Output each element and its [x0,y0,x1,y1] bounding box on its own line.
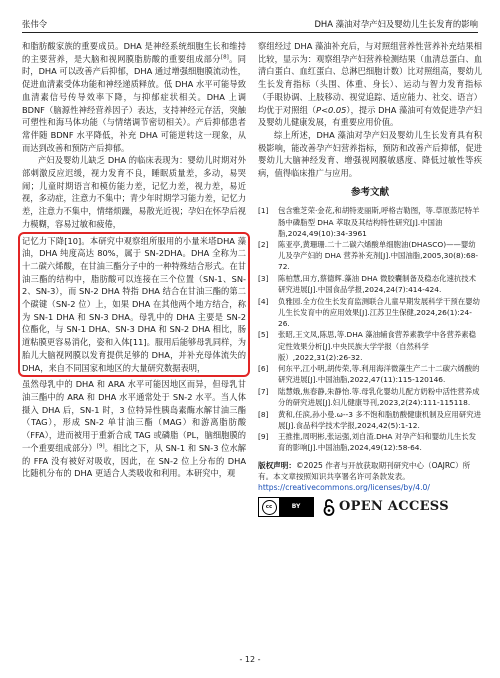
reference-number: [3] [258,274,269,283]
reference-item [258,363,482,385]
body-paragraph: 虽然母乳中的 DHA 和 ARA 水平可能因地区而异，但母乳甘油三酯中的 ARA 和 DHA 水平通常处于 SN-2 水平。当人体摄入 DHA 后，SN-1 时，3 位特异性胰岛素酶水解甘油三酯（TAG），形成 SN-2 单甘油三酯（MAG）和游离脂肪酸（FFA），进而被用于重新合成 TAG 或磷脂（PL，脑细胞膜的一个重要组成部分）[9]。相比之下，从 SN-1 和 SN-3 位水解的 FFA 没有被好对吸收，因此，在 SN-2 位上分布的 DHA 比随机分布的 DHA 更适合人类吸收和利用。本研究中，观 [22,379,247,479]
reference-item [258,386,482,408]
header-journal-title: DHA 藻油对孕产妇及婴幼儿生长发育的影响 [314,19,478,29]
reference-number: [4] [258,296,269,306]
reference-text: 何东平,江小明,胡传荣,等.利用海洋微藻生产二十二碳六烯酸的研究进展[J].中国油脂,2022,47(11):115-120146. [278,364,480,385]
highlighted-passage [18,232,250,378]
running-header [22,14,478,30]
reference-item [258,329,482,362]
reference-text: 陈柏慧,田方,蔡德辉.藻油 DHA 微胶囊制备及稳态化速抗技术研究进展[J].中国食品学报,2024,24(7):414-424. [278,274,477,295]
license-link[interactable]: https://creativecommons.org/licenses/by/4.0/ [258,482,430,492]
header-rule [22,32,478,33]
left-column [22,40,246,480]
reference-number: [7] [258,386,269,396]
reference-text: 负雅园.全方位生长发育监测联合儿童早期发展科学干预在婴幼儿生长发育中的应用效果[J].江苏卫生保健,2024,26(1):24-26. [278,296,480,328]
reference-number: [9] [258,432,269,442]
license-logos [258,497,482,517]
open-access-label: OPEN ACCESS [339,498,449,514]
reference-item [258,273,482,295]
open-access-logo [322,498,449,516]
reference-list [258,205,482,453]
reference-number: [8] [258,409,269,419]
reference-text: 陈亚亭,黄珊珊.二十二碳六烯酸单细胞油(DHASCO)——婴幼儿及孕产妇的 DHA 营养补充剂[J].中国油脂,2005,30(8):68-72. [278,240,479,272]
page-number: - 12 - [239,655,261,664]
body-paragraph: 察组经过 DHA 藻油补充后，与对照组营养性营养补充结果相比较，显示为：观察组孕产妇营养检测结果（血清总蛋白、血清白蛋白、血红蛋白、总淋巴细胞计数）比对照组高，婴幼儿生长发育指标（头围、体重、身长）、运动与智力发育指标（手眼协调、上肢移动、视觉追踪、适应能力、社交、语言）均优于对照组（P<0.05），提示 DHA 藻油可有效促进孕产妇及婴幼儿健康发展，有重要应用价值。 [258,41,482,128]
reference-item [258,296,482,329]
reference-item [258,409,482,431]
reference-number: [1] [258,206,269,216]
body-paragraph: 和脂肪酸家族的重要成员。DHA 是神经系统细胞生长和维持的主要营养，是大脑和视网膜脂肪酸的重要组成部分[8]。同时，DHA 可以改善产后抑郁，DHA 通过增强细胞膜流动性，促进血清素受体功能和神经递质释放。低 DHA 水平可能导致血清素信号传导效率下降，与抑郁症状相关。DHA 上调 BDNF（脑源性神经营养因子）表达，支持神经元存活，突触可塑性和海马体功能（与情绪调节密切相关）。产后抑郁患者常伴随 BDNF 水平降低，补充 DHA 可能逆转这一现象，从而达到改善和预防产后抑郁。 [22,41,247,153]
reference-text: 张昭,王文凤,陈思,等.DHA 藻油辅食营养素教学中各营养素稳定性效果分析[J].中央民族大学学报（自然科学版）,2022,31(2):26-32. [278,330,477,362]
reference-text: 陆慧娥,焦春静,朱静怡.等.母乳化婴幼儿配方奶粉中活性营养成分的研究进展[J].妇儿健康导刊,2023,2(24):111-115118. [278,386,480,408]
reference-text: 包含雅芝荣·金花,和胡特麦丽斯,呼格吉勒图，等.草原蒸尼特羊肠中磷脂型 DHA 萃取及其结构特性研究[J].中国油脂,2024,49(10):34-3961 [278,206,480,238]
body-paragraph: 产妇及婴幼儿缺乏 DHA 的临床表现为：婴幼儿时期对外部刺激反应迟缓，视力发育不良，睡眠质量差，多动，易哭闹；儿童时期语言和模仿能力差，记忆力差，视力差，易近视，多动症，注意力不集中；青少年时期学习能力差，记忆力差，注意力不集中，情绪烦躁，易散光近视；孕妇在怀孕后视力模糊，容易过敏和疲倦， [22,155,247,229]
reference-text: 黄和,任滨,孙小曼.ω--3 多不饱和脂肪酸健康机制及应用研究进展[J].食品科学技术学报,2024,42(5):1-12. [278,409,481,430]
symptoms-text: 产妇及婴幼儿缺乏 DHA 的临床表现为：婴幼儿时期对外部刺激反应迟缓，视力发育不良，睡眠质量差，多动，易哭闹；儿童时期语言和模仿能力差，记忆力差，视力差，易近视，多动症，注意力不集中；青少年时期学习能力差，记忆力差，注意力不集中，情绪烦躁，易 [22,155,246,217]
reference-item [258,431,482,453]
reference-number: [6] [258,364,269,374]
highlighted-text: 记忆力下降[10]。本研究中观察组所服用的小量米塔DHA 藻油，DHA 纯度高达 80%，属于 SN-2DHA。DHA 全称为二十二碳六烯酸，在甘油三酯分子中的一种特殊结合形式。在甘油三酯的结构中，脂肪酸可以连接在三个位置（SN-1、SN-2、SN-3），而 SN-2 DHA 特指 DHA 结合在甘油三酯的第二个碳键（SN-2 位）上，如果 DHA 在其他两个地方结合，称为 SN-1 DHA 和 SN-3 DHA。母乳中的 DHA 主要是 SN-2 位酯化，与 SN-1 DHA、SN-3 DHA 和 SN-2 DHA 相比，肠道粘膜更容易消化，姿和入体[11]。服用后能够母乳同样，为胎儿大脑视网膜以发育提供足够的 DHA，并补充母体流失的 DHA，来自不同国家和地区的大量研究数据表明， [22,235,246,373]
open-lock-icon [322,498,336,516]
references-heading: 参考文献 [350,186,389,198]
cc-by-badge-icon: cc BY [258,497,314,517]
reference-item [258,239,482,272]
header-author: 张伟令 [22,19,48,29]
reference-number: [5] [258,330,269,340]
reference-number: [2] [258,240,269,250]
reference-text: 王推推,周明彬,张运强,刘自渣.DHA 对孕产妇和婴幼儿生长发育的影响[J].中国油脂,2024,49(12):58-64. [278,432,477,453]
copyright-notice: 版权声明：©2025 作者与开放获取期刊研究中心（OAJRC）所有。本文章按照知识共享署名许可条款发表。 https://creativecommons.org/licenses/by/4.0/ [258,460,471,492]
conclusion-paragraph: 综上所述，DHA 藻油对孕产妇及婴幼儿生长发育具有积极影响，能改善孕产妇营养指标，预防和改善产后抑郁，促进婴幼儿大脑神经发育、增强视网膜敏感度、降低过敏性等疾病，值得临床推广与应用。 [258,129,482,179]
reference-item [258,205,482,238]
cc-icon: cc [262,500,277,515]
right-column [258,40,482,517]
